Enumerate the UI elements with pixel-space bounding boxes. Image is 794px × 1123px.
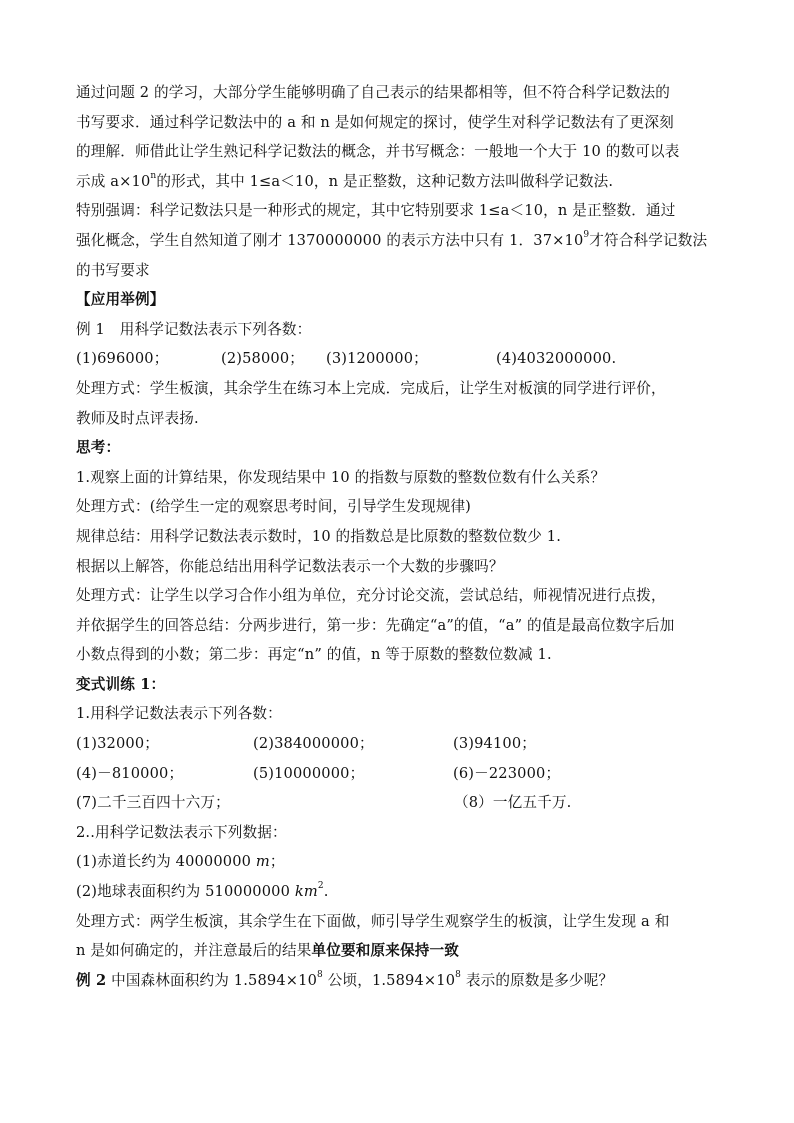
example1-item: (1)696000； [76, 350, 169, 368]
variant-data: (2)地球表面积约为 510000000 $km^2$. [76, 881, 329, 901]
variant-data: (1)赤道长约为 40000000 m； [76, 853, 285, 871]
variant-title: 变式训练 1： [76, 675, 166, 693]
document-page [76, 78, 726, 995]
think-question: 根据以上解答，你能总结出用科学记数法表示一个大数的步骤吗？ [76, 557, 504, 575]
think-method: 并依据学生的回答总结：分两步进行，第一步：先确定“a”的值，“a” 的值是最高位数字后加 [76, 616, 675, 634]
think-rule: 规律总结：用科学记数法表示数时，10 的指数总是比原数的整数位数少 1. [76, 527, 561, 545]
variant-item: （8）一亿五千万. [454, 794, 572, 812]
paragraph-line: 的理解．师借此让学生熟记科学记数法的概念，并书写概念：一般地一个大于 10 的数可以表 [76, 143, 680, 161]
example1-item: (2)58000； [221, 350, 305, 368]
variant-item: (2)384000000； [253, 735, 374, 753]
think-method: 小数点得到的小数；第二步：再定“n” 的值，n 等于原数的整数位数减 1. [76, 646, 552, 664]
variant-item: (4)－810000； [76, 764, 184, 782]
variant-item: (7)二千三百四十六万； [76, 794, 230, 812]
variant-row [76, 729, 726, 759]
think-question: 1.观察上面的计算结果，你发现结果中 10 的指数与原数的整数位数有什么关系？ [76, 468, 606, 486]
variant-item: (6)－223000； [453, 764, 561, 782]
variant-row [76, 759, 726, 789]
variant-question: 1.用科学记数法表示下列各数： [76, 705, 282, 723]
think-method: 处理方式：(给学生一定的观察思考时间，引导学生发现规律) [76, 498, 472, 516]
variant-question: 2..用科学记数法表示下列数据： [76, 823, 287, 841]
example1-items [76, 344, 726, 374]
paragraph-line: 通过问题 2 的学习，大部分学生能够明确了自己表示的结果都相等，但不符合科学记数法的 [76, 84, 671, 101]
example1-title: 例 1 用科学记数法表示下列各数： [76, 320, 312, 338]
emphasis-line: 特别强调：科学记数法只是一种形式的规定，其中它特别要求 1≤a＜10，n 是正整数．通过 [76, 202, 676, 220]
paragraph-line: 书写要求．通过科学记数法中的 a 和 n 是如何规定的探讨，使学生对科学记数法有了更深刻 [76, 113, 674, 131]
variant-method: 处理方式：两学生板演，其余学生在下面做，师引导学生观察学生的板演，让学生发现 a 和 [76, 912, 670, 930]
example2-line: 例 2 中国森林面积约为 $1.5894\times 10^8$ 公顷，$1.5894\times 10^8$ 表示的原数是多少呢？ [76, 969, 614, 989]
example1-method: 处理方式：学生板演，其余学生在练习本上完成．完成后，让学生对板演的同学进行评价， [76, 379, 666, 397]
section-title: 【应用举例】 [76, 291, 165, 309]
variant-item: (1)32000； [76, 735, 160, 753]
emphasis-line: 的书写要求 [76, 261, 150, 279]
think-method: 处理方式：让学生以学习合作小组为单位，充分讨论交流，尝试总结，师视情况进行点拨， [76, 587, 666, 605]
variant-method: n 是如何确定的，并注意最后的结果单位要和原来保持一致 [76, 942, 459, 960]
example2-label: 例 2 [76, 971, 107, 989]
example1-method: 教师及时点评表扬. [76, 409, 199, 427]
example1-item: (4)4032000000. [496, 350, 617, 368]
variant-row [76, 788, 726, 818]
think-title: 思考： [76, 439, 121, 457]
variant-item: (3)94100； [453, 735, 537, 753]
example1-item: (3)1200000； [326, 350, 428, 368]
paragraph-line: 示成 $a\times 10^n$的形式，其中 1≤a＜10，n 是正整数，这种记数方法叫做科学记数法. [76, 170, 614, 190]
variant-item: (5)10000000； [253, 764, 365, 782]
emphasis-line: 强化概念，学生自然知道了刚才 1370000000 的表示方法中只有 1．$37\times 10^9$才符合科学记数法 [76, 230, 708, 249]
